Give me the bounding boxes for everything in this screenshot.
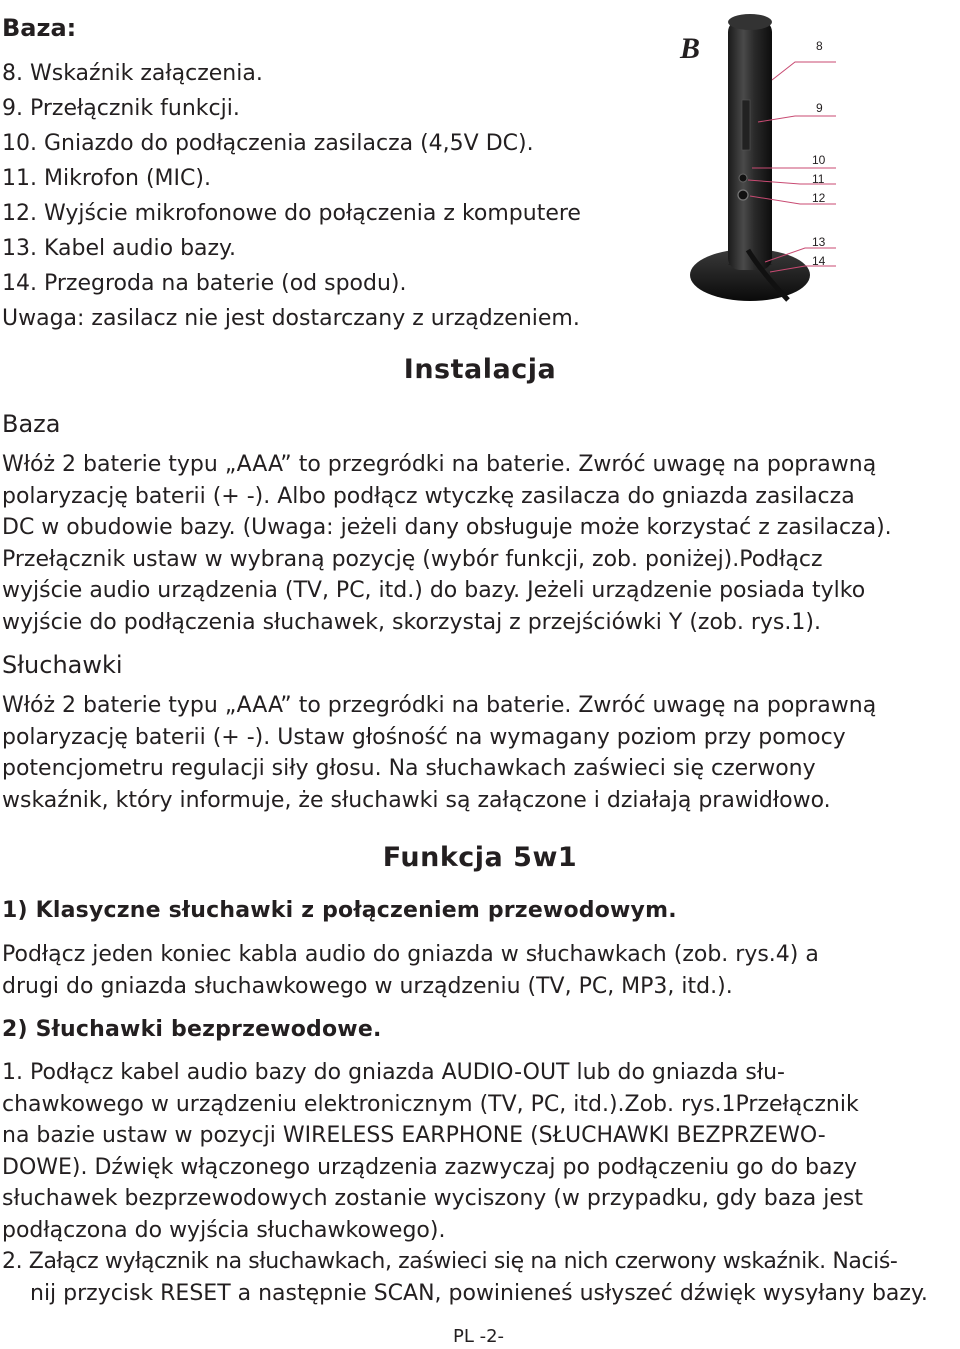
- text-line: Włóż 2 baterie typu „AAA” to przegródki na baterie. Zwróć uwagę na poprawną: [2, 452, 877, 477]
- list-item: 11. Mikrofon (MIC).: [2, 166, 211, 191]
- text-line: drugi do gniazda słuchawkowego w urządzeniu (TV, PC, MP3, itd.).: [2, 973, 733, 999]
- base-heading: Baza:: [2, 14, 77, 42]
- text-line: Przełącznik ustaw w wybraną pozycję (wybór funkcji, zob. poniżej).Podłącz: [2, 546, 823, 572]
- text-line: Włóż 2 baterie typu „AAA” to przegródki na baterie. Zwróć uwagę na poprawną: [2, 693, 877, 718]
- baza-paragraph: [2, 449, 958, 638]
- callout-14: 14: [812, 254, 826, 268]
- text-line: 2. Załącz wyłącznik na słuchawkach, zaświeci się na nich czerwony wskaźnik. Naciś-: [2, 1249, 898, 1274]
- sluchawki-paragraph: [2, 690, 958, 816]
- list-item: 9. Przełącznik funkcji.: [2, 96, 240, 121]
- text-line: nij przycisk RESET a następnie SCAN, powinieneś usłyszeć dźwięk wysyłany bazy.: [30, 1280, 928, 1306]
- list-item: 14. Przegroda na baterie (od spodu).: [2, 271, 407, 296]
- callout-13: 13: [812, 235, 826, 249]
- list-item: 12. Wyjście mikrofonowe do połączenia z komputere: [2, 201, 581, 226]
- text-line: DC w obudowie bazy. (Uwaga: jeżeli dany obsługuje może korzystać z zasilacza).: [2, 515, 892, 540]
- text-line: podłączona do wyjścia słuchawkowego).: [2, 1217, 446, 1243]
- note-text: Uwaga: zasilacz nie jest dostarczany z urządzeniem.: [2, 306, 580, 331]
- subheading-baza: Baza: [2, 410, 61, 438]
- text-line: DOWE). Dźwięk włączonego urządzenia zazwyczaj po podłączeniu go do bazy: [2, 1154, 858, 1180]
- callout-9: 9: [816, 101, 823, 115]
- callout-8: 8: [816, 39, 823, 53]
- wired-paragraph: [2, 939, 958, 1002]
- text-line: polaryzację baterii (+ -). Ustaw głośność na wymagany poziom przy pomocy: [2, 724, 846, 750]
- list-item: 10. Gniazdo do podłączenia zasilacza (4,5V DC).: [2, 131, 534, 156]
- list-item: 13. Kabel audio bazy.: [2, 236, 236, 261]
- subheading-sluchawki: Słuchawki: [2, 651, 123, 679]
- base-unit-diagram: [640, 0, 960, 330]
- subheading-wired: 1) Klasyczne słuchawki z połączeniem przewodowym.: [2, 898, 677, 923]
- diagram-letter: B: [680, 32, 701, 65]
- text-line: wskaźnik, który informuje, że słuchawki są załączone i działają prawidłowo.: [2, 787, 831, 813]
- text-line: wyjście do podłączenia słuchawek, skorzystaj z przejściówki Y (zob. rys.1).: [2, 609, 821, 635]
- section-title-instalacja: Instalacja: [403, 354, 557, 385]
- section-title-funkcja: Funkcja 5w1: [382, 842, 578, 873]
- text-line: słuchawek bezprzewodowych zostanie wyciszony (w przypadku, gdy baza jest: [2, 1186, 864, 1211]
- callout-10: 10: [812, 153, 826, 167]
- text-line: 1. Podłącz kabel audio bazy do gniazda AUDIO-OUT lub do gniazda słu-: [2, 1060, 785, 1085]
- text-line: chawkowego w urządzeniu elektronicznym (TV, PC, itd.).Zob. rys.1Przełącznik: [2, 1091, 859, 1117]
- callout-11: 11: [812, 172, 825, 186]
- text-line: na bazie ustaw w pozycji WIRELESS EARPHONE (SŁUCHAWKI BEZPRZEWO-: [2, 1123, 826, 1148]
- wireless-paragraph: [2, 1057, 958, 1309]
- text-line: wyjście audio urządzenia (TV, PC, itd.) do bazy. Jeżeli urządzenie posiada tylko: [2, 578, 866, 603]
- text-line: polaryzację baterii (+ -). Albo podłącz wtyczkę zasilacza do gniazda zasilacza: [2, 483, 855, 509]
- subheading-wireless: 2) Słuchawki bezprzewodowe.: [2, 1017, 382, 1042]
- text-line: potencjometru regulacji siły głosu. Na słuchawkach zaświeci się czerwony: [2, 756, 816, 781]
- page-number: PL -2-: [453, 1326, 505, 1347]
- text-line: Podłącz jeden koniec kabla audio do gniazda w słuchawkach (zob. rys.4) a: [2, 942, 819, 967]
- list-item: 8. Wskaźnik załączenia.: [2, 61, 263, 86]
- callout-12: 12: [812, 191, 826, 205]
